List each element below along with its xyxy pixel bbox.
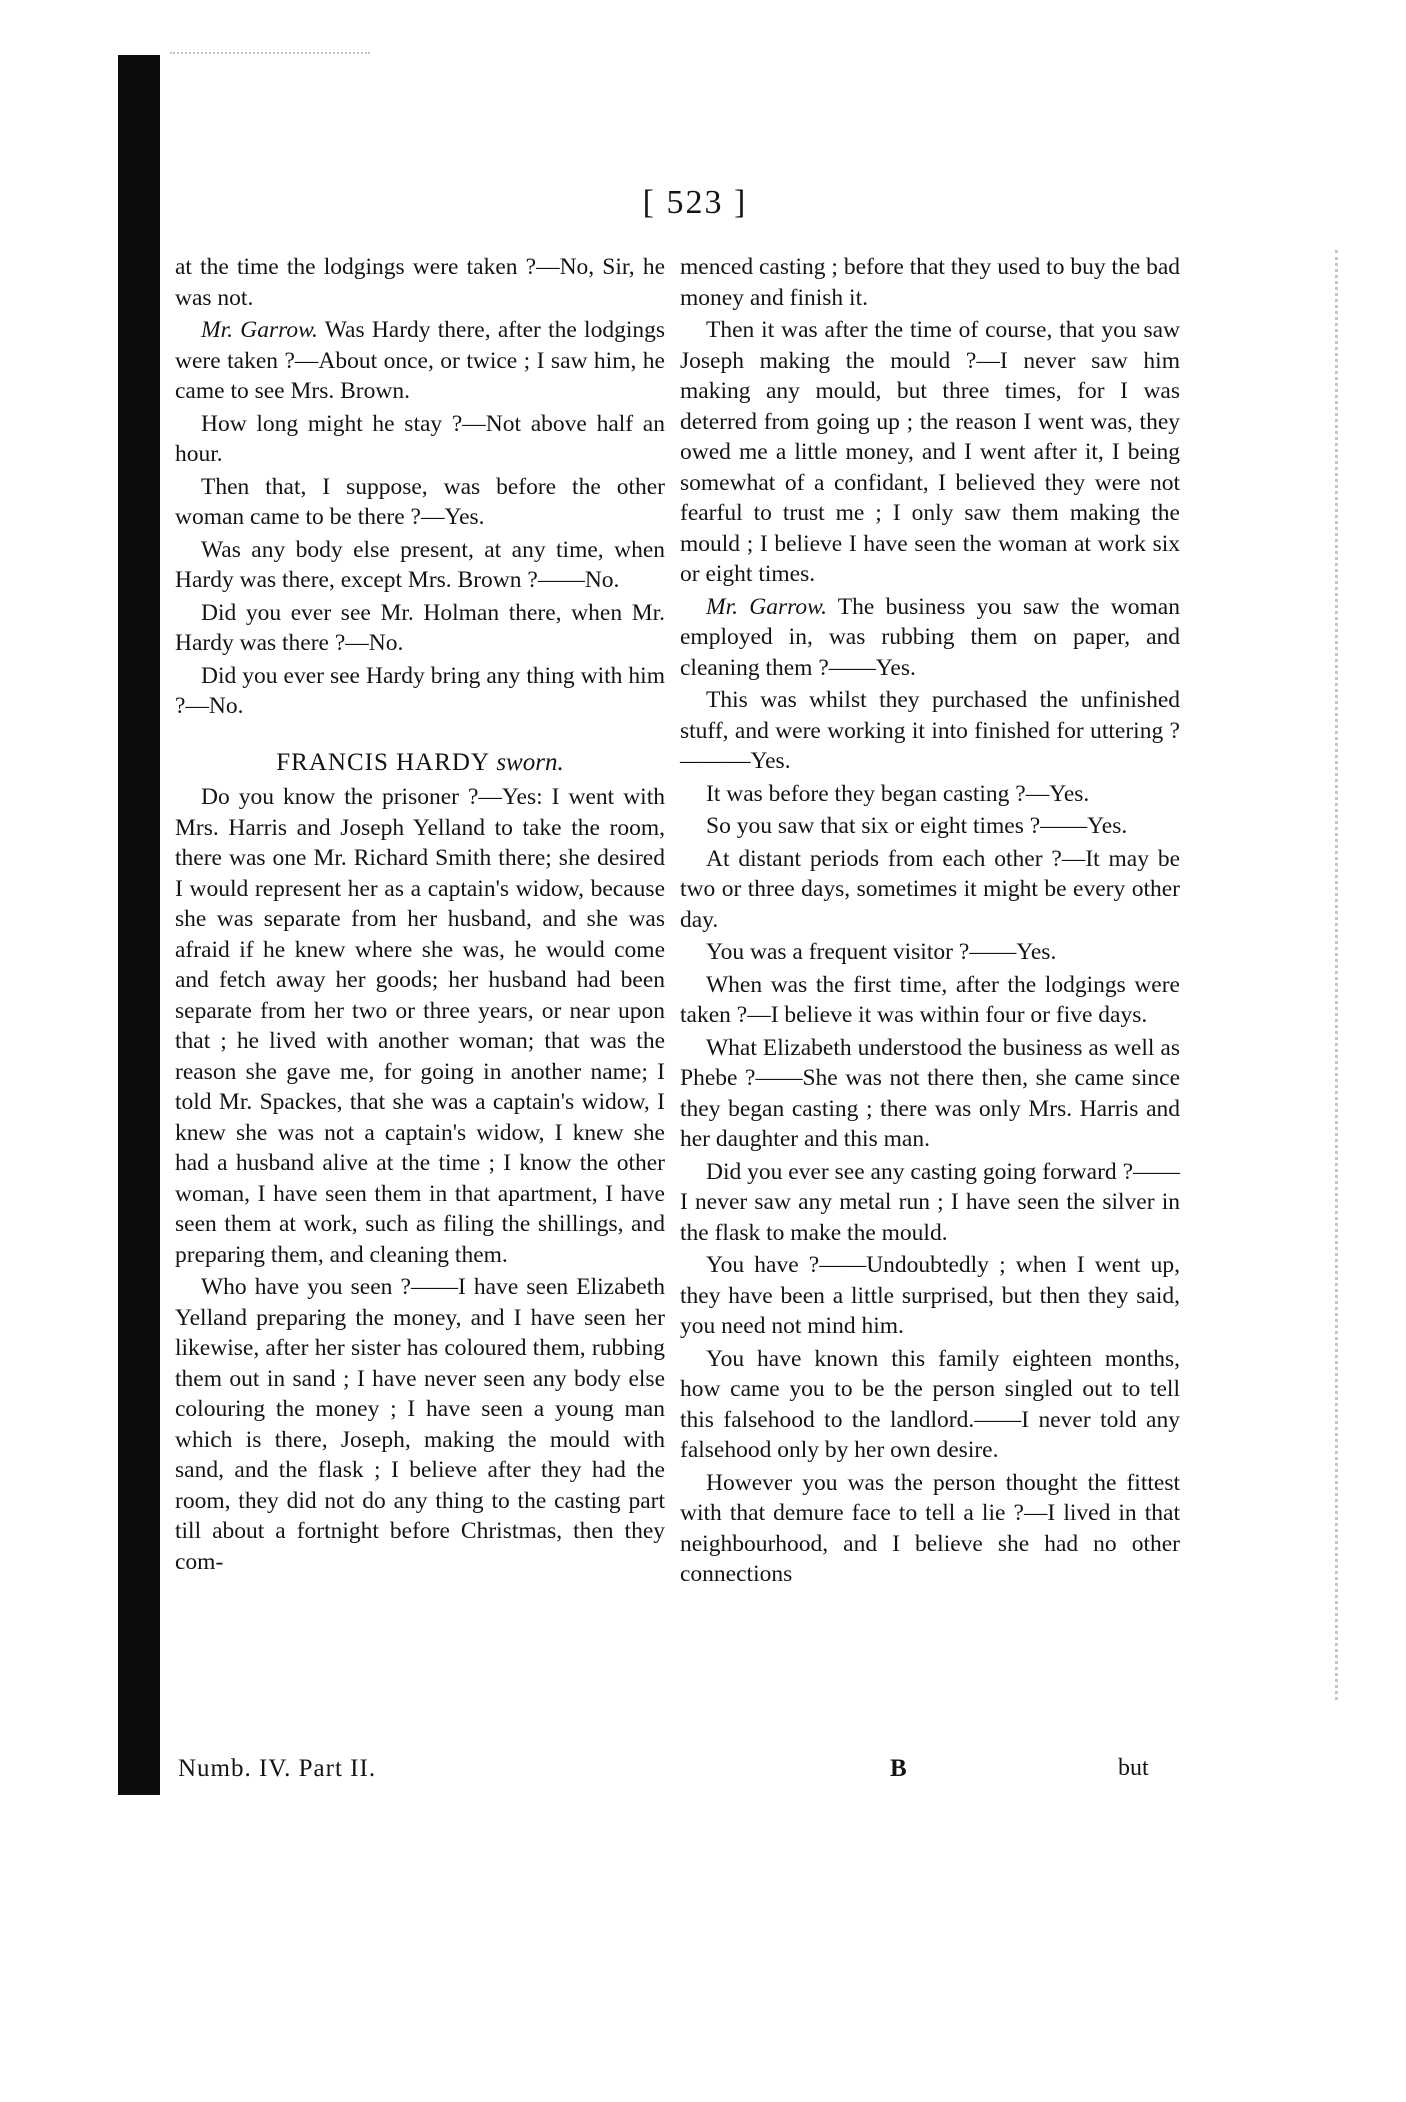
paragraph: You have ?——Undoubtedly ; when I went up, they have been a little surprised, but then they said, you need not mind him. [680, 1252, 1180, 1339]
witness-sworn: sworn. [496, 748, 564, 776]
paragraph: This was whilst they purchased the unfinished stuff, and were working it into finished for uttering ?———Yes. [680, 687, 1180, 774]
paragraph: However you was the person thought the fittest with that demure face to tell a lie ?—I lived in that neighbourhood, and I believe she had no other connections [680, 1469, 1180, 1587]
paragraph: At distant periods from each other ?—It may be two or three days, sometimes it might be every other day. [680, 845, 1180, 933]
footer-signature-mark: B [890, 1755, 907, 1782]
paragraph: Who have you seen ?——I have seen Elizabeth Yelland preparing the money, and I have seen her likewise, after her sister has coloured them, rubbing them out in sand ; I have never seen any body else colouring the money ; I have seen a young man which is there, Joseph, making the mould with sand, and the flask ; I believe after they had the room, they did not do any thing to the casting part till about a fortnight before Christmas, then they com- [175, 1274, 665, 1575]
scan-noise-right [1335, 250, 1344, 1700]
page-number: [ 523 ] [642, 184, 748, 221]
scan-shadow-bar [118, 55, 160, 1795]
footer-catchword: but [1118, 1755, 1149, 1781]
right-column [680, 252, 1180, 1590]
footer-issue-label: Numb. IV. Part II. [178, 1755, 377, 1782]
paragraph: Then it was after the time of course, that you saw Joseph making the mould ?—I never saw him making any mould, but three times, for I was deterred from going up ; the reason I went was, they owed me a little money, and I went after it, I being somewhat of a confidant, I believed they were not fearful to trust me ; I only saw them making the mould ; I believe I have seen the woman at work six or eight times. [680, 317, 1180, 587]
paragraph: When was the first time, after the lodgings were taken ?—I believe it was within four or five days. [680, 971, 1180, 1028]
paragraph: Do you know the prisoner ?—Yes: I went with Mrs. Harris and Joseph Yelland to take the room, there was one Mr. Richard Smith there; she desired I would represent her as a captain's widow, because she was separate from her husband, and she was afraid if he knew where she was, he would come and fetch away her goods; her husband had been separate from her two or three years, or near upon that ; he lived with another woman; that was the reason she gave me, for going in another name; I told Mr. Spackes, that she was a captain's widow, I knew she was not a captain's widow, I knew she had a husband alive at the time ; I know the other woman, I have seen them in that apartment, I have seen them at work, such as filing the shillings, and preparing them, and cleaning them. [175, 784, 665, 1268]
paragraph [175, 315, 665, 407]
scan-noise-top [170, 52, 370, 60]
paragraph: You was a frequent visitor ?——Yes. [706, 939, 1057, 965]
paragraph: What Elizabeth understood the business as well as Phebe ?——She was not there then, she came since they began casting ; there was only Mrs. Harris and her daughter and this man. [680, 1034, 1180, 1152]
paragraph: Did you ever see Hardy bring any thing with him ?—No. [175, 662, 665, 719]
witness-heading [175, 748, 665, 779]
paragraph-text: Was Hardy there, after the lodgings were taken ?—About once, or twice ; I saw him, he came to see Mrs. Brown. [175, 317, 665, 404]
paragraph: Then that, I suppose, was before the other woman came to be there ?—Yes. [175, 473, 665, 530]
paragraph [680, 592, 1180, 684]
paragraph-text: The business you saw the woman employed in, was rubbing them on paper, and cleaning them ?——Yes. [680, 593, 1180, 681]
witness-name: FRANCIS HARDY [276, 748, 497, 776]
paragraph: It was before they began casting ?—Yes. [706, 780, 1090, 807]
paragraph: So you saw that six or eight times ?——Yes. [706, 813, 1128, 839]
left-column [175, 252, 665, 1577]
speaker-name: Mr. Garrow. [706, 593, 827, 620]
paragraph: Did you ever see Mr. Holman there, when Mr. Hardy was there ?—No. [175, 599, 665, 656]
speaker-name: Mr. Garrow. [201, 317, 318, 343]
paragraph: You have known this family eighteen months, how came you to be the person singled out to tell this falsehood to the landlord.——I never told any falsehood only by her own desire. [680, 1345, 1180, 1463]
paragraph: menced casting ; before that they used to buy the bad money and finish it. [680, 254, 1180, 311]
paragraph: at the time the lodgings were taken ?—No, Sir, he was not. [175, 254, 665, 311]
paragraph: How long might he stay ?—Not above half an hour. [175, 410, 665, 467]
paragraph: Did you ever see any casting going forward ?——I never saw any metal run ; I have seen the silver in the flask to make the mould. [680, 1158, 1180, 1246]
paragraph: Was any body else present, at any time, when Hardy was there, except Mrs. Brown ?——No. [175, 536, 665, 593]
